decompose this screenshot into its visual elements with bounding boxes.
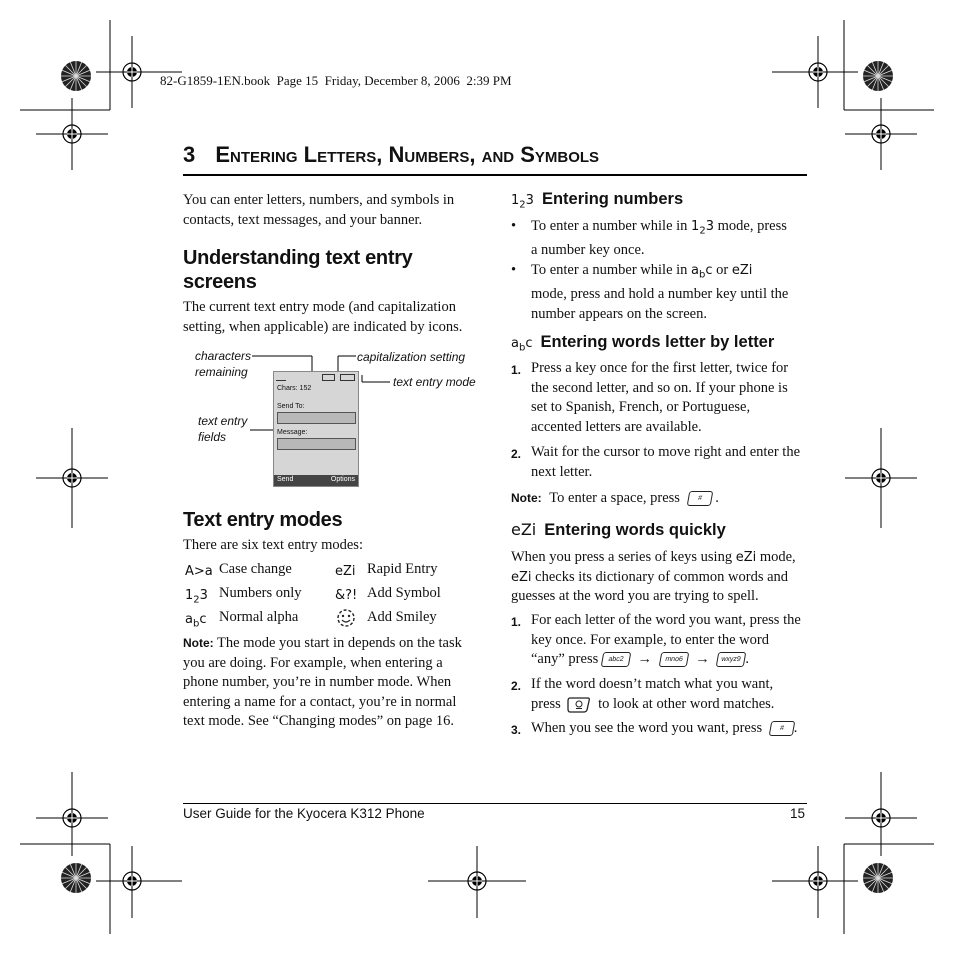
numbers-b1-post: mode, press <box>717 218 787 234</box>
phone-screen <box>273 371 359 487</box>
mode-label-rapid: Rapid Entry <box>367 561 438 577</box>
quick-step-1 <box>511 611 811 670</box>
rapid-entry-icon: eZi <box>335 564 356 579</box>
step-number: 2. <box>511 679 522 693</box>
letters-s1-line2: the second letter, and so on. If your phone is <box>531 379 788 396</box>
numbers-heading-row <box>511 190 683 211</box>
arrow: → <box>695 651 710 667</box>
letters-note-label: Note: <box>511 491 542 505</box>
quick-paragraph <box>511 548 811 607</box>
screen-message-label: Message: <box>277 429 308 436</box>
case-change-icon: A>a <box>185 564 213 579</box>
signal-icon <box>276 374 286 381</box>
mode-label-symbol: Add Symbol <box>367 585 441 601</box>
numbers-bullet-1 <box>511 217 811 261</box>
letters-heading-row <box>511 333 774 354</box>
intro-paragraph: You can enter letters, numbers, and symbols in contacts, text messages, and your banner. <box>183 192 455 228</box>
modes-intro: There are six text entry modes: <box>183 537 363 553</box>
letters-s2-line2: next letter. <box>531 463 593 480</box>
quick-s2-line2 <box>531 695 811 715</box>
chapter-heading <box>183 142 599 168</box>
text-entry-screen-figure <box>190 345 490 490</box>
mode-label-alpha: Normal alpha <box>219 609 299 625</box>
step-number: 1. <box>511 363 522 377</box>
numbers-heading: Entering numbers <box>541 190 684 208</box>
quick-s1-line2: key once. For example, to enter the word <box>531 631 769 648</box>
mode-label-smiley: Add Smiley <box>367 609 437 625</box>
numbers-b2-or: or <box>716 262 729 278</box>
quick-heading-row <box>511 520 726 540</box>
numbers-mode-icon-inline: $1_23$ <box>691 219 714 237</box>
label-chars-line1: characters <box>195 349 252 363</box>
print-header: 82-G1859-1EN.book Page 15 Friday, December 8, 2006 2:39 PM <box>160 73 512 88</box>
message-field <box>277 438 356 450</box>
alpha-mode-icon: $a_bc$ <box>511 336 533 354</box>
label-capitalization: capitalization setting <box>357 350 466 364</box>
letters-s1-line4: accented letters are available. <box>531 418 702 435</box>
step-number: 1. <box>511 615 522 629</box>
softkey-bar <box>274 475 358 486</box>
numbers-b1-line1 <box>531 217 811 241</box>
letters-note: Note: To enter a space, press # . <box>511 490 719 506</box>
modes-note <box>183 634 481 732</box>
note-text: The mode you start in depends on the task you are doing. For example, when entering a phone number, you’re in number mode. When entering a name for a contact, you’re in normal text mode. See “Changing modes” on page 16. <box>183 635 462 729</box>
quick-s2-l2-post: to look at other word matches. <box>598 695 775 712</box>
numbers-b1-pre: To enter a number while in <box>531 218 688 234</box>
label-fields-line1: text entry <box>198 414 248 428</box>
alpha-mode-icon-inline: $a_bc$ <box>691 263 713 281</box>
quick-p-l1-post: mode, <box>759 549 796 565</box>
mode-label-numbers: Numbers only <box>219 585 302 601</box>
normal-alpha-icon: $a_bc$ <box>185 612 207 630</box>
cap-setting-icon <box>322 374 335 381</box>
quick-p-line2 <box>511 568 811 588</box>
navigation-key-icon <box>567 696 591 713</box>
chapter-rule <box>183 174 807 176</box>
quick-step-2 <box>511 675 811 714</box>
page-number: 15 <box>790 806 806 821</box>
footer-rule <box>183 803 807 804</box>
quick-step-3: 3. When you see the word you want, press # . <box>511 719 811 739</box>
rapid-mode-icon-inline: eZi <box>731 263 753 278</box>
letters-s1-line1: Press a key once for the first letter, twice for <box>531 360 789 376</box>
symbol-icon: &?! <box>335 588 358 603</box>
smiley-icon <box>335 608 357 628</box>
key-9-icon: wxyz9 <box>716 652 747 667</box>
pound-key-icon: # <box>686 491 713 506</box>
label-text-entry-mode: text entry mode <box>393 375 476 389</box>
rapid-mode-icon: eZi <box>511 520 537 539</box>
softkey-send: Send <box>277 476 294 483</box>
chapter-number: 3 <box>183 142 196 167</box>
quick-heading: Entering words quickly <box>544 521 726 539</box>
sendto-field <box>277 412 356 424</box>
understanding-heading <box>183 246 413 294</box>
numbers-b2-line2: mode, press and hold a number key until the <box>531 286 789 303</box>
letters-note-text: To enter a space, press <box>549 490 680 506</box>
numbers-b2-line1 <box>531 261 811 285</box>
understanding-body: The current text entry mode (and capitalization setting, when applicable) are indicated by icons. <box>183 299 463 335</box>
softkey-options: Options <box>330 476 355 483</box>
mode-icon <box>340 374 355 381</box>
bullet-dot: • <box>511 262 517 278</box>
rapid-mode-icon-inline: eZi <box>511 569 532 585</box>
screen-sendto-label: Send To: <box>277 403 305 410</box>
quick-s1-line3: “any” press abc2 → mno6 → wxyz9 . <box>531 651 749 667</box>
modes-heading: Text entry modes <box>183 509 343 531</box>
understanding-heading-line2: screens <box>183 271 257 293</box>
mode-label-case: Case change <box>219 561 292 577</box>
letters-s2-line1: Wait for the cursor to move right and enter the <box>531 444 801 460</box>
numbers-mode-icon: $1_23$ <box>511 193 534 211</box>
status-icons <box>322 374 356 380</box>
letters-step-2 <box>511 443 811 482</box>
key-2-icon: abc2 <box>601 652 632 667</box>
screen-chars: Chars: 152 <box>277 385 312 392</box>
quick-s1-line1: For each letter of the word you want, press the <box>531 612 801 628</box>
key-6-icon: mno6 <box>658 652 689 667</box>
letters-s1-line3: set to Spanish, French, or Portuguese, <box>531 399 751 415</box>
letters-step-1 <box>511 359 811 437</box>
quick-p-line1 <box>511 548 811 568</box>
quick-p-line3: guesses at the word you are trying to spell. <box>511 588 759 604</box>
step-number: 2. <box>511 447 522 461</box>
quick-p-l2: checks its dictionary of common words and <box>535 568 789 585</box>
quick-s2-line1: If the word doesn’t match what you want, <box>531 676 774 692</box>
understanding-heading-line1: Understanding text entry <box>183 247 413 269</box>
modes-table <box>183 560 483 632</box>
numbers-b2-pre: To enter a number while in <box>531 262 688 278</box>
quick-s3-pre: When you see the word you want, press <box>531 720 763 736</box>
label-fields-line2: fields <box>198 430 227 444</box>
numbers-b2-line3: number appears on the screen. <box>531 305 707 322</box>
arrow: → <box>637 651 652 667</box>
quick-s2-l2-pre: press <box>531 695 561 712</box>
rapid-mode-icon-inline: eZi <box>735 550 757 565</box>
numbers-b1-line2: a number key once. <box>531 242 645 259</box>
letters-heading: Entering words letter by letter <box>540 333 775 351</box>
footer-title: User Guide for the Kyocera K312 Phone <box>183 806 425 821</box>
pound-key-icon: # <box>768 721 795 736</box>
note-label: Note: <box>183 636 214 650</box>
numbers-icon: $1_23$ <box>185 588 208 606</box>
step-number: 3. <box>511 723 522 737</box>
quick-p-l1-pre: When you press a series of keys using <box>511 549 733 565</box>
bullet-dot: • <box>511 218 517 234</box>
chapter-title: Entering Letters, Numbers, and Symbols <box>215 142 600 167</box>
quick-s1-l3-pre: “any” press <box>531 651 599 667</box>
numbers-bullet-2 <box>511 261 811 324</box>
label-chars-line2: remaining <box>195 365 248 379</box>
